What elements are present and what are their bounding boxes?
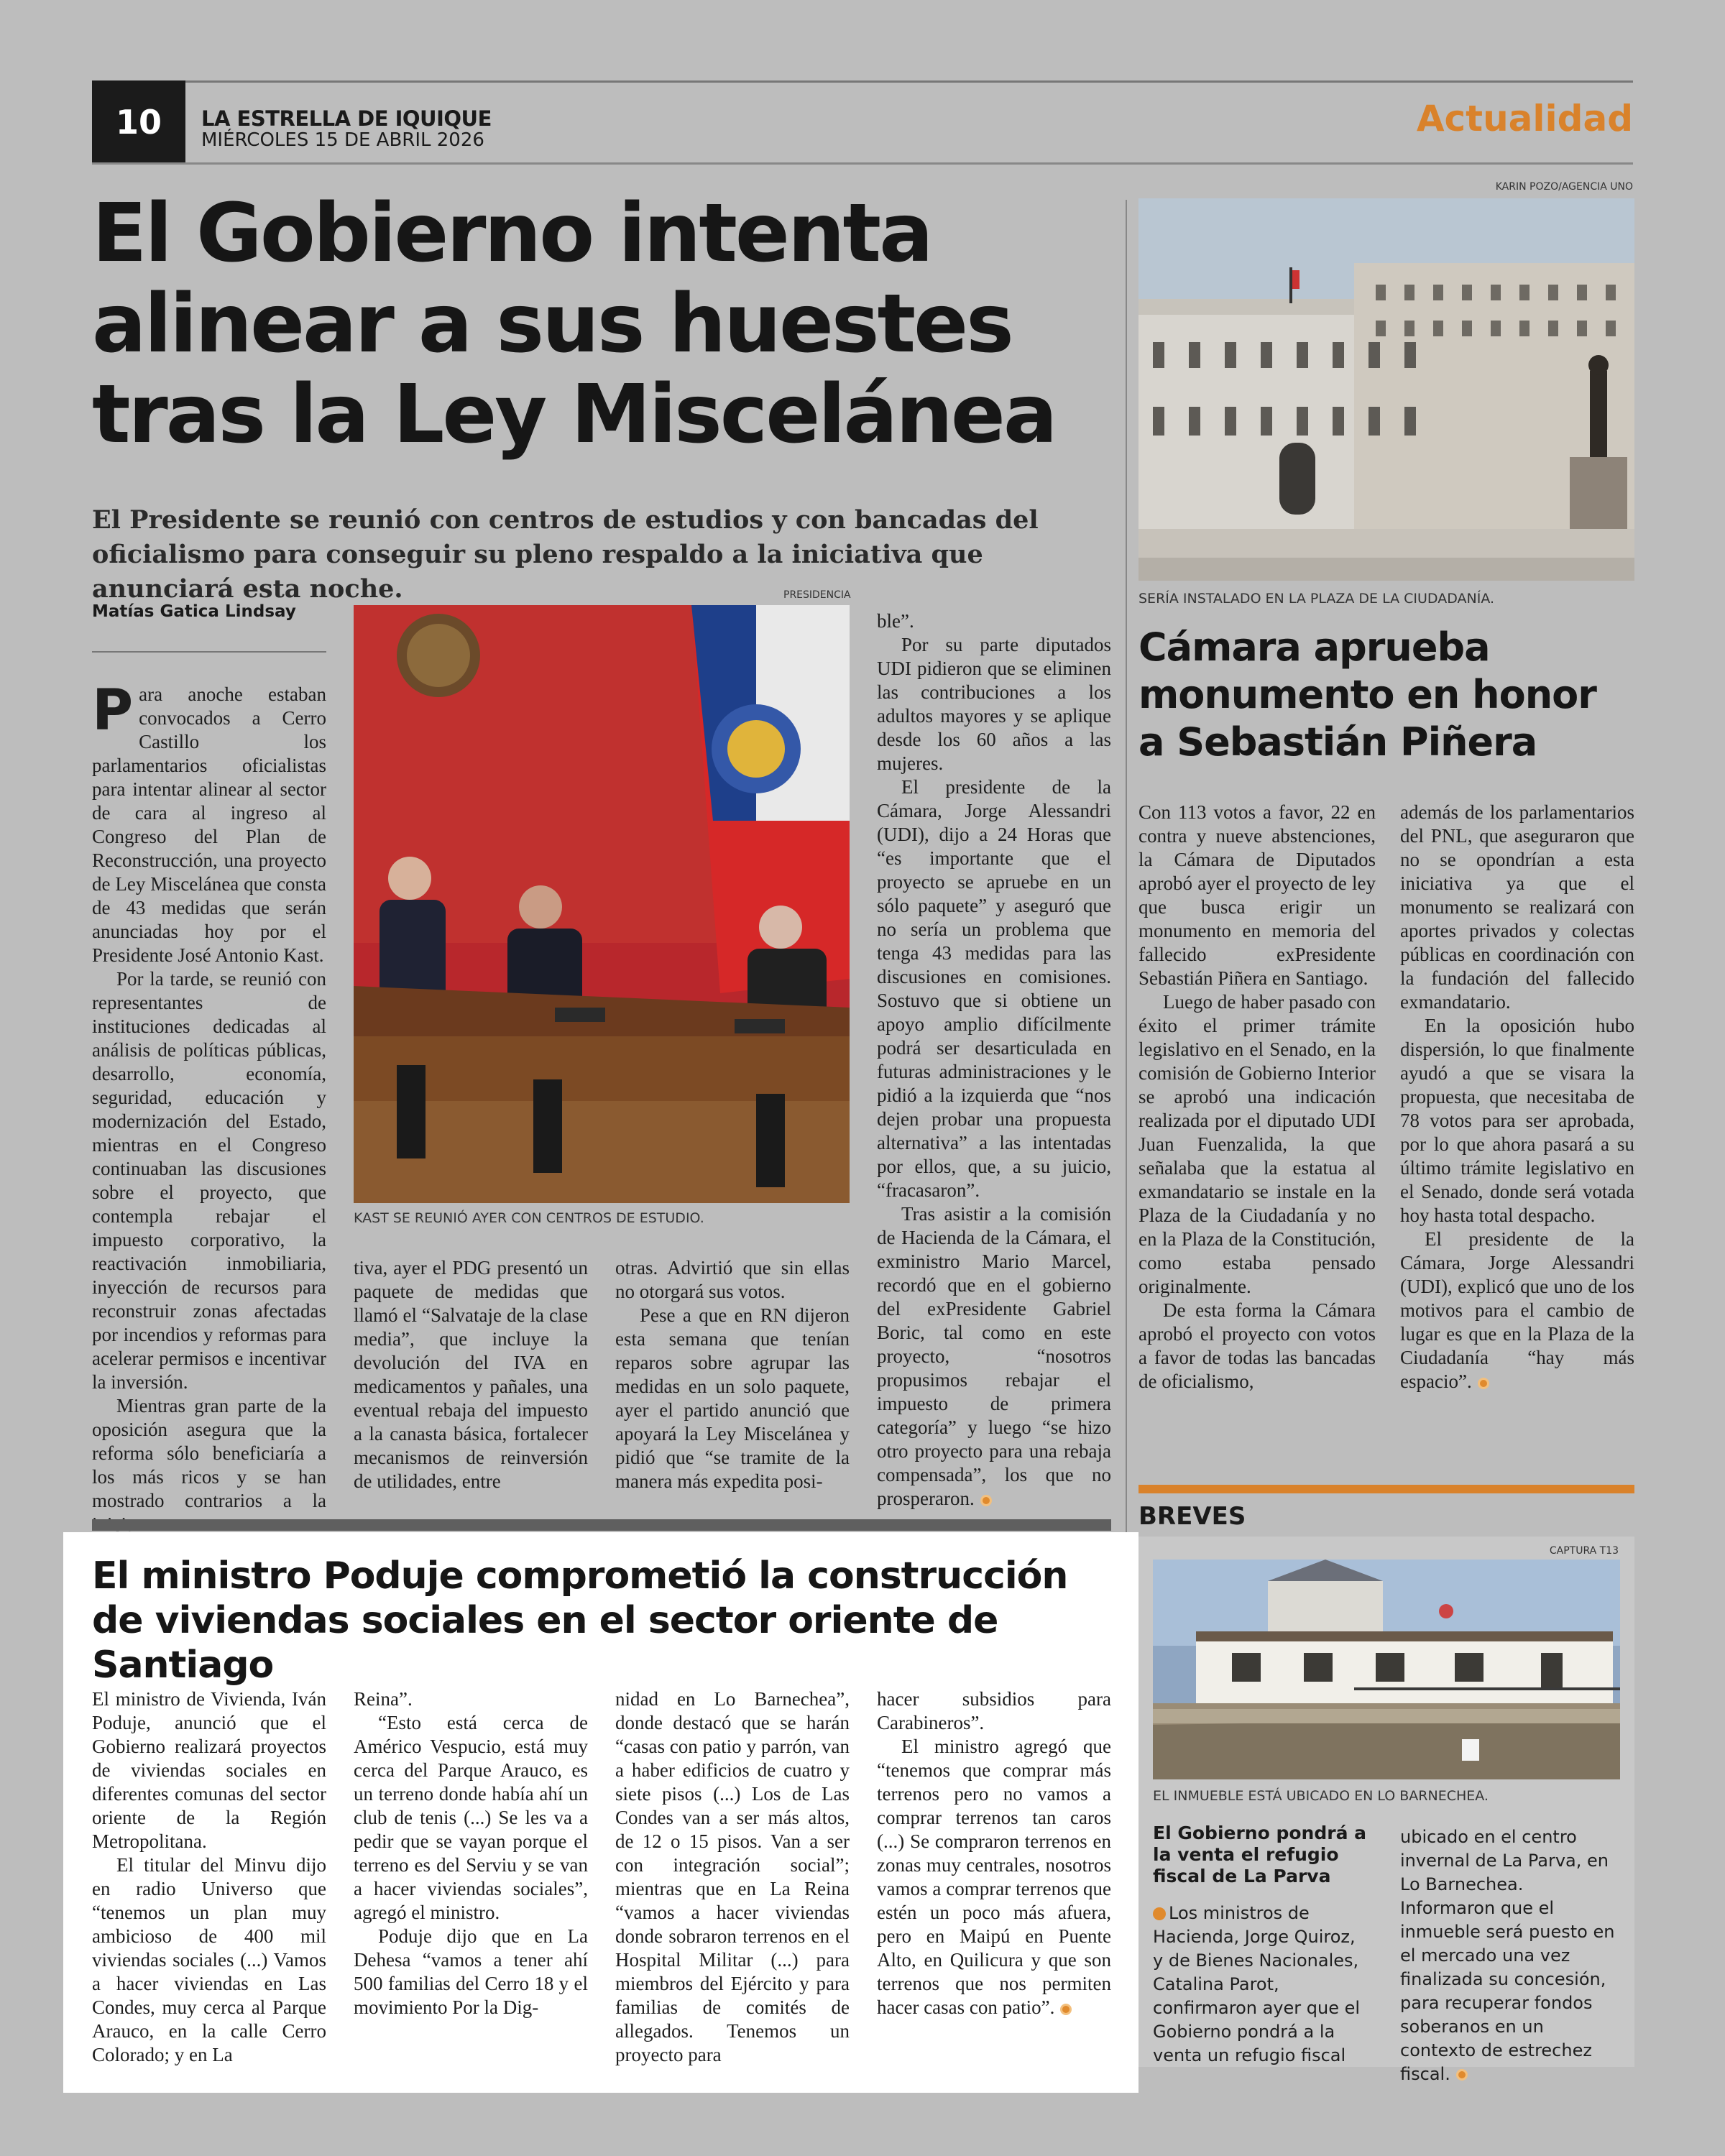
main-col-4 — [877, 609, 1111, 1511]
byline-rule — [92, 651, 326, 653]
dropcap: P — [92, 678, 134, 743]
paragraph: ara anoche estaban convocados a Cerro Castillo los parlamentarios oficialistas para intentar alinear al sector de cara al ingreso al Congreso del Plan de Reconstrucción, una proyecto de Ley Miscelánea que consta de 43 medidas que serán anunciadas hoy por el Presidente José Antonio Kast. — [92, 683, 326, 966]
paragraph: ble”. — [877, 610, 914, 632]
publication-date: MIÉRCOLES 15 DE ABRIL 2026 — [201, 129, 484, 151]
photo-credit: PRESIDENCIA — [783, 589, 851, 601]
main-deck: El Presidente se reunió con centros de estudios y con bancadas del oficialismo para conseguir su pleno respaldo a la iniciativa que anunciará esta noche. — [92, 505, 1039, 604]
main-col-1 — [92, 678, 326, 1537]
bottom-headline: El ministro Poduje comprometió la construcción de viviendas sociales en el sector oriente de Santiago — [92, 1554, 1068, 1687]
end-of-article-icon — [1060, 2004, 1072, 2015]
paragraph: otras. Advirtió que sin ellas no otorgará sus votos. — [615, 1257, 850, 1302]
paragraph: Mientras gran parte de la oposición asegura que la reforma sólo beneficiaría a los más ricos y se han mostrado contrarios a la — [92, 1395, 326, 1511]
header-rule — [92, 162, 1633, 165]
paragraph: En la oposición hubo dispersión, lo que finalmente ayudó a que se visara la propuesta, que necesitaba de 78 votos para ser aprobada, por lo que ahora pasará a su último trámite legislativo en el Senado, donde será votada hoy hasta total despacho. — [1400, 1015, 1634, 1226]
paragraph: Los ministros de Hacienda, Jorge Quiroz, y de Bienes Nacionales, Catalina Parot, confirmaron ayer que el Gobierno pondrá a la venta un refugio fiscal — [1153, 1903, 1361, 2065]
paragraph: El ministro agregó que “tenemos que comprar más terrenos pero no vamos a comprar terrenos tan caros (...) Se compraron terrenos en zonas muy centrales, nosotros vamos a comprar terrenos que estén un poco más afuera, pero en Maipú en Puente Alto, en Quilicura y que son terrenos que nos permiten hacer casas con patio”. — [877, 1736, 1111, 2018]
column-divider — [1126, 200, 1127, 1544]
side-photo — [1138, 198, 1634, 581]
breves-title: BREVES — [1138, 1502, 1246, 1531]
paragraph: tiva, ayer el PDG presentó un paquete de medidas que llamó el “Salvataje de la clase media”, que incluye la devolución del IVA en medicamentos y pañales, una eventual rebaja del impuesto a la canasta básica, fortalecer mecanismos de reinversión de utilidades, entre — [354, 1257, 588, 1492]
paragraph: Reina”. — [354, 1688, 413, 1710]
paragraph: Con 113 votos a favor, 22 en contra y nueve abstenciones, la Cámara de Diputados aprobó ayer el proyecto de ley que busca erigir un monumento en memoria del fallecido exPresidente Sebastián Piñera en Santiago. — [1138, 801, 1376, 989]
paragraph: “Esto está cerca de Américo Vespucio, está muy cerca del Parque Arauco, es un terreno donde había ahí un club de tenis (...) Se les va a pedir que se vayan porque el terreno es del Serviu y se van a hacer viviendas sociales”, agregó el ministro. — [354, 1712, 588, 1923]
bottom-story-bar — [92, 1519, 1111, 1531]
byline: Matías Gatica Lindsay — [92, 602, 296, 621]
photo-caption: KAST SE REUNIÓ AYER CON CENTROS DE ESTUDIO. — [354, 1210, 704, 1226]
breves-col-2 — [1400, 1825, 1620, 2086]
breves-accent-bar — [1138, 1485, 1634, 1493]
paragraph: El presidente de la Cámara, Jorge Alessandri (UDI), dijo a 24 Horas que “es importante que el proyecto se apruebe en un sólo paquete” y aseguró que no sería un problema que tenga 43 medidas para las discusiones en comisiones. Sostuvo que si obtiene un apoyo amplio difícilmente podrá ser desarticulada en futuras administraciones y le pidió a la izquierda que “nos dejen probar una propuesta alternativa” a las intentadas por ellos, que, a su juicio, “fracasaron”. — [877, 776, 1111, 1201]
end-of-article-icon — [1478, 1378, 1489, 1389]
paragraph: hacer subsidios para Carabineros”. — [877, 1688, 1111, 1733]
publication-name: LA ESTRELLA DE IQUIQUE — [201, 106, 492, 131]
breves-headline: El Gobierno pondrá a la venta el refugio fiscal de La Parva — [1153, 1823, 1367, 1886]
paragraph: Pese a que en RN dijeron esta semana que tenían reparos sobre agrupar las medidas en un solo paquete, ayer el partido anunció que apoyará la Ley Miscelánea y pidió que “se tramite de la manera más expedita posi- — [615, 1304, 850, 1492]
bottom-col-1 — [92, 1687, 326, 2067]
paragraph: Luego de haber pasado con éxito el primer trámite legislativo en el Senado, en la comisión de Gobierno Interior se aprobó una indicación realizada por el diputado UDI Juan Fuenzalida, la que señalaba que la estatua al exmandatario se instale en la Plaza de la Ciudadanía y no en la Plaza de la Constitución, como estaba pensado originalmente. — [1138, 991, 1376, 1297]
paragraph: Por la tarde, se reunió con representantes de instituciones dedicadas al análisis de políticas públicas, desarrollo, economía, seguridad, educación y modernización del Estado, mientras en el Congreso continuaban las discusiones sobre el proyecto, que contempla rebajar el impuesto corporativo, la reactivación inmobiliaria, inyección de recursos para reconstruir zonas afectadas por incendios y reformas para acelerar permisos e incentivar la inversión. — [92, 968, 326, 1393]
main-col-2 — [354, 1256, 588, 1493]
end-of-article-icon — [980, 1495, 992, 1506]
page-number: 10 — [92, 80, 185, 164]
paragraph: El titular del Minvu dijo en radio Universo que “tenemos un plan muy ambicioso de 400 mil viviendas sociales (...) Vamos a hacer viviendas en Las Condes, muy cerca al Parque Arauco, en la calle Cerro Colorado; y en La — [92, 1854, 326, 2065]
side-col-2 — [1400, 801, 1634, 1393]
main-photo — [354, 605, 850, 1203]
end-of-article-icon — [1456, 2069, 1468, 2081]
bottom-col-3 — [615, 1687, 850, 2067]
paragraph: Tras asistir a la comisión de Hacienda de la Cámara, el exministro Mario Marcel, recordó que en el gobierno del exPresidente Gabriel Boric, tal como en este proyecto, “nosotros propusimos rebajar el impuesto de primera categoría” y luego “se hizo otro proyecto para una rebaja compensada”, los que no prosperaron. — [877, 1203, 1111, 1509]
paragraph: ubicado en el centro invernal de La Parva, en Lo Barnechea. Informaron que el inmueble será puesto en el mercado una vez finalizada su concesión, para recuperar fondos soberanos en un contexto de estrechez fiscal. — [1400, 1827, 1615, 2084]
paragraph: El presidente de la Cámara, Jorge Alessandri (UDI), explicó que uno de los motivos para el cambio de lugar es que en la Plaza de la Ciudadanía “hay más espacio”. — [1400, 1228, 1634, 1392]
paragraph: además de los parlamentarios del PNL, que aseguraron que no se opondrían a esta iniciativa ya que el monumento se realizará con aportes privados y colectas públicas en coordinación con la fundación del fallecido exmandatario. — [1400, 801, 1634, 1013]
bottom-col-2 — [354, 1687, 588, 2019]
side-col-1 — [1138, 801, 1376, 1393]
side-photo-credit: KARIN POZO/AGENCIA UNO — [1495, 181, 1633, 193]
main-col-3 — [615, 1256, 850, 1493]
paragraph: De esta forma la Cámara aprobó el proyecto con votos a favor de todas las bancadas de oficialismo, — [1138, 1299, 1376, 1392]
paragraph: Por su parte diputados UDI pidieron que se eliminen las contribuciones a los adultos mayores y se aplique desde los 60 años a las mujeres. — [877, 634, 1111, 774]
top-rule — [92, 80, 1633, 83]
paragraph: nidad en Lo Barnechea”, donde destacó que se harán “casas con patio y parrón, van a haber edificios de cuatro y siete pisos (...) Los de Las Condes van a ser más altos, de 12 o 15 pisos. Van a ser con integración social”; mientras que en La Reina “vamos a hacer viviendas donde sobraron terrenos en el Hospital Militar (...) para miembros del Ejército y para familias de comités de allegados. Tenemos un proyecto para — [615, 1688, 850, 2065]
bullet-icon — [1153, 1907, 1166, 1920]
breves-photo — [1153, 1560, 1620, 1779]
breves-photo-credit: CAPTURA T13 — [1549, 1545, 1619, 1557]
bottom-col-4 — [877, 1687, 1111, 2019]
paragraph: El ministro de Vivienda, Iván Poduje, anunció que el Gobierno realizará proyectos de viviendas sociales en diferentes comunas del sector oriente de la Región Metropolitana. — [92, 1688, 326, 1852]
breves-col-1 — [1153, 1902, 1368, 2068]
main-headline: El Gobierno intenta alinear a sus huestes tras la Ley Miscelánea — [92, 187, 1056, 461]
breves-photo-caption: EL INMUEBLE ESTÁ UBICADO EN LO BARNECHEA. — [1153, 1788, 1489, 1804]
side-headline: Cámara aprueba monumento en honor a Sebastián Piñera — [1138, 625, 1596, 765]
side-photo-caption: SERÍA INSTALADO EN LA PLAZA DE LA CIUDADANÍA. — [1138, 591, 1495, 607]
paragraph: Poduje dijo que en La Dehesa “vamos a tener ahí 500 familias del Cerro 18 y el movimiento Por la Dig- — [354, 1925, 588, 2018]
section-title: Actualidad — [1416, 98, 1633, 139]
